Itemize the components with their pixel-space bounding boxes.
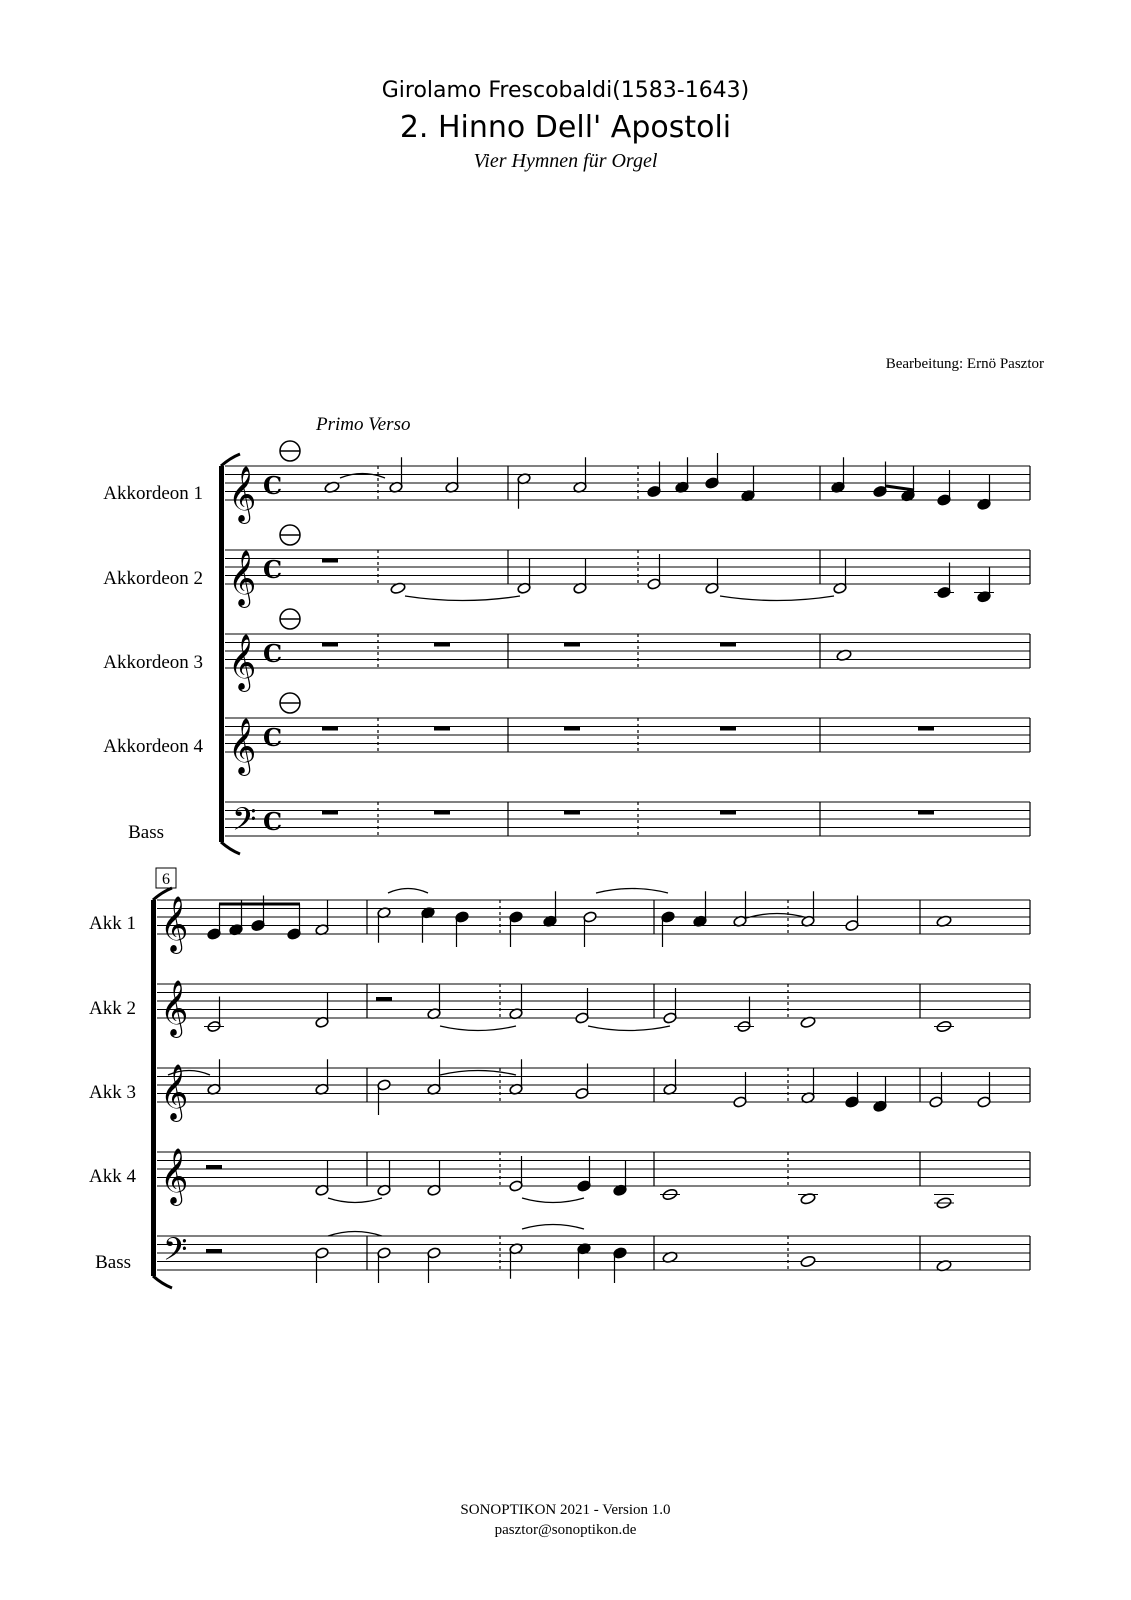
- whole-rest: [434, 727, 450, 731]
- instrument-name: Akkordeon 1: [103, 483, 203, 504]
- instrument-name: Bass: [128, 822, 164, 843]
- composer: Girolamo Frescobaldi(1583-1643): [381, 78, 750, 103]
- whole-rest: [564, 811, 580, 815]
- tie: [720, 596, 834, 601]
- whole-rest: [918, 811, 934, 815]
- instrument-name: Akk 3: [89, 1082, 136, 1103]
- measure-number: 6: [162, 871, 170, 888]
- tie: [405, 596, 520, 601]
- piece-subtitle: Vier Hymnen für Orgel: [473, 150, 658, 172]
- beam: [886, 486, 914, 490]
- whole-rest: [720, 643, 736, 647]
- staff-lines: [225, 466, 1030, 836]
- time-signature: C: [263, 807, 283, 836]
- whole-rest: [434, 811, 450, 815]
- half-rest: [376, 997, 392, 1001]
- staff-lines: [157, 900, 1030, 1270]
- tie: [588, 1026, 670, 1031]
- whole-rest: [918, 727, 934, 731]
- time-signature: C: [263, 723, 283, 752]
- treble-clef-icon: 𝄞: [160, 980, 189, 1036]
- whole-rest: [720, 727, 736, 731]
- note-head: [800, 1255, 816, 1268]
- whole-rest: [322, 811, 338, 815]
- tie: [328, 1198, 382, 1203]
- bass-clef-icon: 𝄢: [232, 801, 257, 845]
- instrument-name: Akk 1: [89, 913, 136, 934]
- notes: [168, 889, 991, 1284]
- treble-clef-icon: 𝄞: [160, 1148, 189, 1204]
- tie: [522, 1225, 584, 1230]
- instrument-name: Akk 2: [89, 998, 136, 1019]
- time-signature: C: [263, 639, 283, 668]
- instrument-name: Akkordeon 2: [103, 568, 203, 589]
- whole-rest: [434, 643, 450, 647]
- treble-clef-icon: 𝄞: [228, 634, 257, 690]
- whole-rest: [564, 727, 580, 731]
- piece-title: 2. Hinno Dell' Apostoli: [399, 110, 732, 145]
- whole-rest: [322, 559, 338, 563]
- time-signature: C: [263, 555, 283, 584]
- tie: [596, 889, 668, 894]
- half-rest: [206, 1249, 222, 1253]
- tie: [522, 1198, 584, 1203]
- bass-clef-icon: 𝄢: [163, 1231, 188, 1275]
- treble-clef-icon: 𝄞: [228, 466, 257, 522]
- tie: [388, 889, 428, 894]
- treble-clef-icon: 𝄞: [228, 550, 257, 606]
- tie: [328, 1232, 382, 1237]
- footer-email: pasztor@sonoptikon.de: [494, 1522, 637, 1538]
- treble-clef-icon: 𝄞: [228, 718, 257, 774]
- whole-rest: [322, 727, 338, 731]
- half-rest: [206, 1165, 222, 1169]
- instrument-name: Bass: [95, 1252, 131, 1273]
- treble-clef-icon: 𝄞: [160, 1064, 189, 1120]
- time-signature: C: [263, 471, 283, 500]
- arranger-credit: Bearbeitung: Ernö Pasztor: [885, 356, 1044, 372]
- tie: [440, 1071, 516, 1076]
- footer-publisher: SONOPTIKON 2021 - Version 1.0: [460, 1502, 671, 1518]
- whole-rest: [322, 643, 338, 647]
- fermata-icon: [280, 441, 300, 713]
- whole-rest: [564, 643, 580, 647]
- whole-rest: [720, 811, 736, 815]
- instrument-name: Akkordeon 3: [103, 652, 203, 673]
- tie: [440, 1026, 516, 1031]
- tempo-marking: Primo Verso: [316, 414, 411, 435]
- instrument-name: Akk 4: [89, 1166, 136, 1187]
- instrument-name: Akkordeon 4: [103, 736, 203, 757]
- treble-clef-icon: 𝄞: [160, 896, 189, 952]
